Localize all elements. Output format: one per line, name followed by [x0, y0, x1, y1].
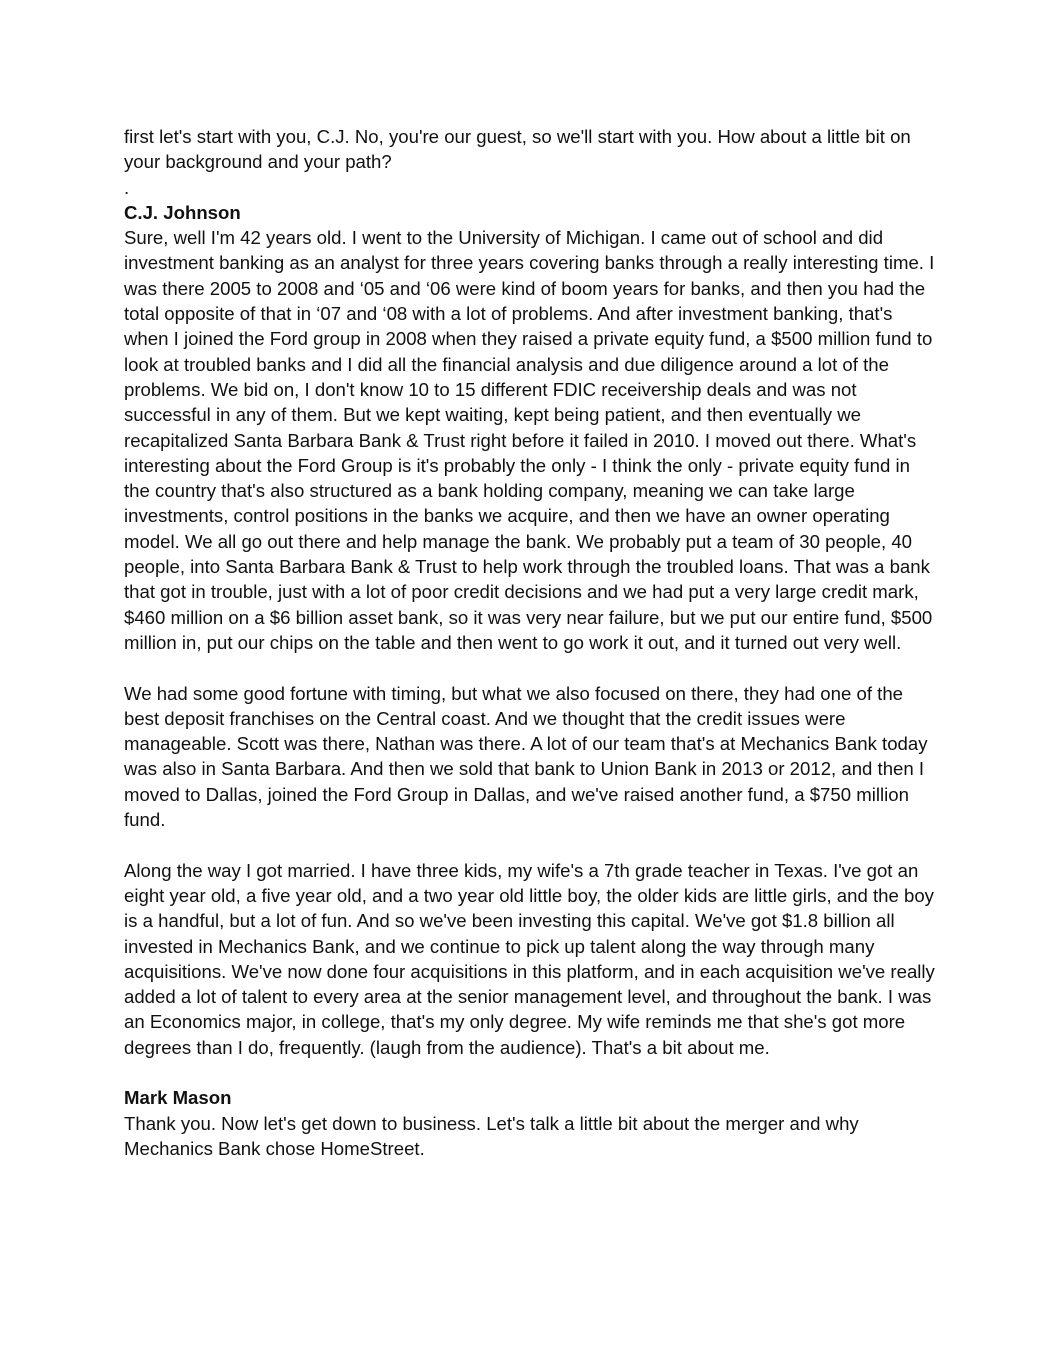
- transcript-page: [124, 124, 936, 1161]
- paragraph-spacer: [124, 832, 936, 857]
- separator-dot: .: [124, 176, 130, 198]
- paragraph-spacer: [124, 655, 936, 680]
- question-paragraph: Thank you. Now let's get down to business. Let's talk a little bit about the merger and why Mechanics Bank chose HomeStreet.: [124, 1112, 859, 1159]
- speaker-name-mark-mason: Mark Mason: [124, 1087, 232, 1109]
- speaker-name-cj-johnson: C.J. Johnson: [124, 201, 241, 223]
- interviewer-question: first let's start with you, C.J. No, you're our guest, so we'll start with you. How about a little bit on your background and your path?: [124, 126, 911, 173]
- answer-paragraph-1: Sure, well I'm 42 years old. I went to the University of Michigan. I came out of school and did investment banking as an analyst for three years covering banks through a really interesting time. I was there 2005 to 2008 and ‘05 and ‘06 were kind of boom years for banks, and then you had the total opposite of that in ‘07 and ‘08 with a lot of problems. And after investment banking, that's when I joined the Ford group in 2008 when they raised a private equity fund, a $500 million fund to look at troubled banks and I did all the financial analysis and due diligence around a lot of the problems. We bid on, I don't know 10 to 15 different FDIC receivership deals and was not successful in any of them. But we kept waiting, kept being patient, and then eventually we recapitalized Santa Barbara Bank & Trust right before it failed in 2010. I moved out there. What's interesting about the Ford Group is it's probably the only - I think the only - private equity fund in the country that's also structured as a bank holding company, meaning we can take large investments, control positions in the banks we acquire, and then we have an owner operating model. We all go out there and help manage the bank. We probably put a team of 30 people, 40 people, into Santa Barbara Bank & Trust to help work through the troubled loans. That was a bank that got in trouble, just with a lot of poor credit decisions and we had put a very large credit mark, $460 million on a $6 billion asset bank, so it was very near failure, but we put our entire fund, $500 million in, put our chips on the table and then went to go work it out, and it turned out very well.: [124, 227, 935, 653]
- paragraph-spacer: [124, 1060, 936, 1085]
- answer-paragraph-3: Along the way I got married. I have three kids, my wife's a 7th grade teacher in Texas. I've got an eight year old, a five year old, and a two year old little boy, the older kids are little girls, and the boy is a handful, but a lot of fun. And so we've been investing this capital. We've got $1.8 billion all invested in Mechanics Bank, and we continue to pick up talent along the way through many acquisitions. We've now done four acquisitions in this platform, and in each acquisition we've really added a lot of talent to every area at the senior management level, and throughout the bank. I was an Economics major, in college, that's my only degree. My wife reminds me that she's got more degrees than I do, frequently. (laugh from the audience). That's a bit about me.: [124, 859, 935, 1058]
- answer-paragraph-2: We had some good fortune with timing, but what we also focused on there, they had one of the best deposit franchises on the Central coast. And we thought that the credit issues were manageable. Scott was there, Nathan was there. A lot of our team that's at Mechanics Bank today was also in Santa Barbara. And then we sold that bank to Union Bank in 2013 or 2012, and then I moved to Dallas, joined the Ford Group in Dallas, and we've raised another fund, a $750 million fund.: [124, 682, 928, 831]
